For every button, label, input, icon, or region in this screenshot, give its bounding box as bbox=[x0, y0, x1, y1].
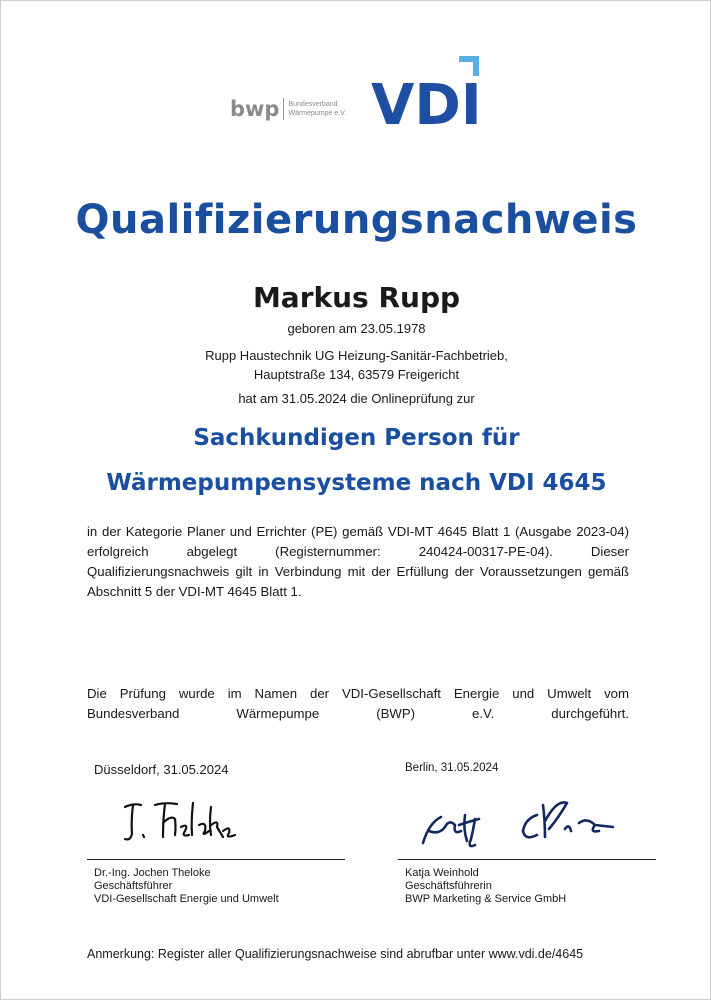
exam-line: hat am 31.05.2024 die Onlineprüfung zur bbox=[238, 391, 475, 406]
body-paragraph-1: in der Kategorie Planer und Errichter (PE) gemäß VDI-MT 4645 Blatt 1 (Ausgabe 2023-04) erfolgreich abgelegt (Registernummer: 240424-00317-PE-04). Dieser Qualifizierungsnachweis gilt in Verbindung mit der Erfüllung der Voraussetzungen gemäß Abschnitt 5 der VDI-MT 4645 Blatt 1. bbox=[87, 524, 629, 599]
left-signer-name: Dr.-Ing. Jochen Theloke bbox=[94, 867, 211, 879]
bwp-logo-word: bwp bbox=[230, 97, 280, 121]
left-signer-role: Geschäftsführer bbox=[94, 880, 173, 892]
left-signature-line bbox=[87, 859, 345, 860]
right-signature bbox=[419, 795, 625, 853]
qualification-line2: Wärmepumpensysteme nach VDI 4645 bbox=[106, 470, 607, 496]
bwp-logo-subtitle-line1: Bundesverband bbox=[288, 101, 338, 108]
body-paragraph-2: Die Prüfung wurde im Namen der VDI-Gesellschaft Energie und Umwelt vom Bundesverband Wärmepumpe (BWP) e.V. durchgeführt. bbox=[87, 686, 629, 721]
bwp-logo-subtitle bbox=[288, 100, 346, 118]
right-signer-name: Katja Weinhold bbox=[405, 867, 479, 879]
holder-company-line2: Hauptstraße 134, 63579 Freigericht bbox=[253, 367, 460, 382]
right-signer-block bbox=[405, 867, 566, 906]
bwp-logo-subtitle-line2: Wärmepumpe e.V. bbox=[288, 110, 347, 117]
vdi-logo-word: VDI bbox=[371, 73, 482, 128]
holder-birth: geboren am 23.05.1978 bbox=[287, 321, 426, 336]
holder-company-line1: Rupp Haustechnik UG Heizung-Sanitär-Fachbetrieb, bbox=[205, 348, 508, 363]
bwp-logo bbox=[230, 94, 346, 124]
right-place-date: Berlin, 31.05.2024 bbox=[405, 762, 499, 774]
bwp-logo-divider bbox=[283, 98, 284, 120]
right-signer-role: Geschäftsführerin bbox=[405, 880, 492, 892]
holder-name: Markus Rupp bbox=[252, 281, 461, 314]
document-title: Qualifizierungsnachweis bbox=[75, 197, 638, 243]
right-signer-org: BWP Marketing & Service GmbH bbox=[405, 893, 567, 905]
footnote: Anmerkung: Register aller Qualifizierungsnachweise sind abrufbar unter www.vdi.de/4645 bbox=[87, 947, 584, 961]
qualification-line1: Sachkundigen Person für bbox=[193, 425, 520, 451]
vdi-logo bbox=[371, 56, 483, 128]
left-place-date: Düsseldorf, 31.05.2024 bbox=[94, 762, 229, 777]
right-signature-line bbox=[398, 859, 656, 860]
left-signature bbox=[119, 793, 249, 855]
left-signer-block bbox=[94, 867, 279, 906]
left-signer-org: VDI-Gesellschaft Energie und Umwelt bbox=[94, 893, 279, 905]
